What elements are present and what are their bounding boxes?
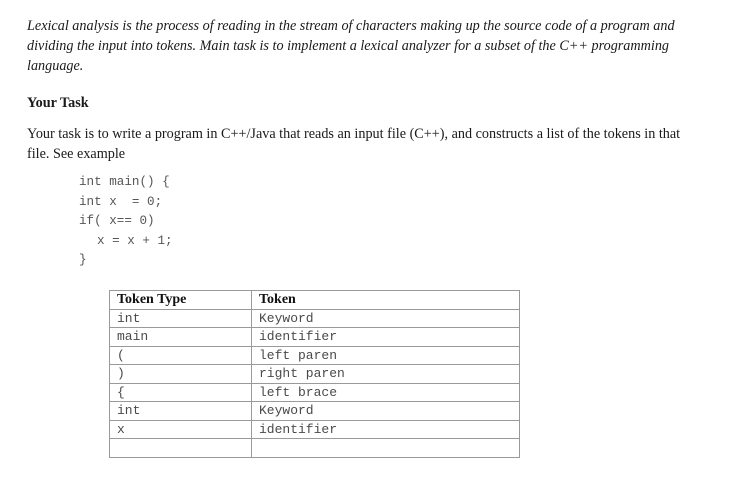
table-header-row [110,291,520,310]
code-line: int x = 0; [79,194,163,209]
table-row [110,439,520,458]
table-row [110,420,520,439]
column-header-token-type: Token Type [110,291,252,310]
token-type-cell: { [110,383,252,402]
table-row [110,328,520,347]
token-type-cell: int [110,309,252,328]
code-line: int main() { [79,175,170,189]
token-type-cell: int [110,402,252,421]
token-type-cell [110,439,252,458]
token-cell: Keyword [252,309,520,328]
token-type-cell: ) [110,365,252,384]
token-type-cell: ( [110,346,252,365]
token-cell: left brace [252,383,520,402]
token-type-cell: x [110,420,252,439]
task-description: Your task is to write a program in C++/Java that reads an input file (C++), and constructs a list of the tokens in that file. See example [27,126,681,162]
column-header-token: Token [252,291,520,310]
token-cell: identifier [252,420,520,439]
intro-paragraph: Lexical analysis is the process of reading in the stream of characters making up the source code of a program and dividing the input into tokens. Main task is to implement a lexical analyzer for a subset of the C++ programming language. [27,18,675,74]
code-example [79,173,173,271]
table-row [110,346,520,365]
token-cell: identifier [252,328,520,347]
token-type-cell: main [110,328,252,347]
section-heading: Your Task [27,95,89,111]
table-row [110,309,520,328]
code-line: } [79,253,87,268]
token-table [109,290,520,458]
token-cell: left paren [252,346,520,365]
token-cell: right paren [252,365,520,384]
table-row [110,383,520,402]
table-row [110,365,520,384]
code-line: if( x== 0) [79,214,155,229]
table-row [110,402,520,421]
code-line: x = x + 1; [97,233,173,248]
token-cell: Keyword [252,402,520,421]
token-cell [252,439,520,458]
